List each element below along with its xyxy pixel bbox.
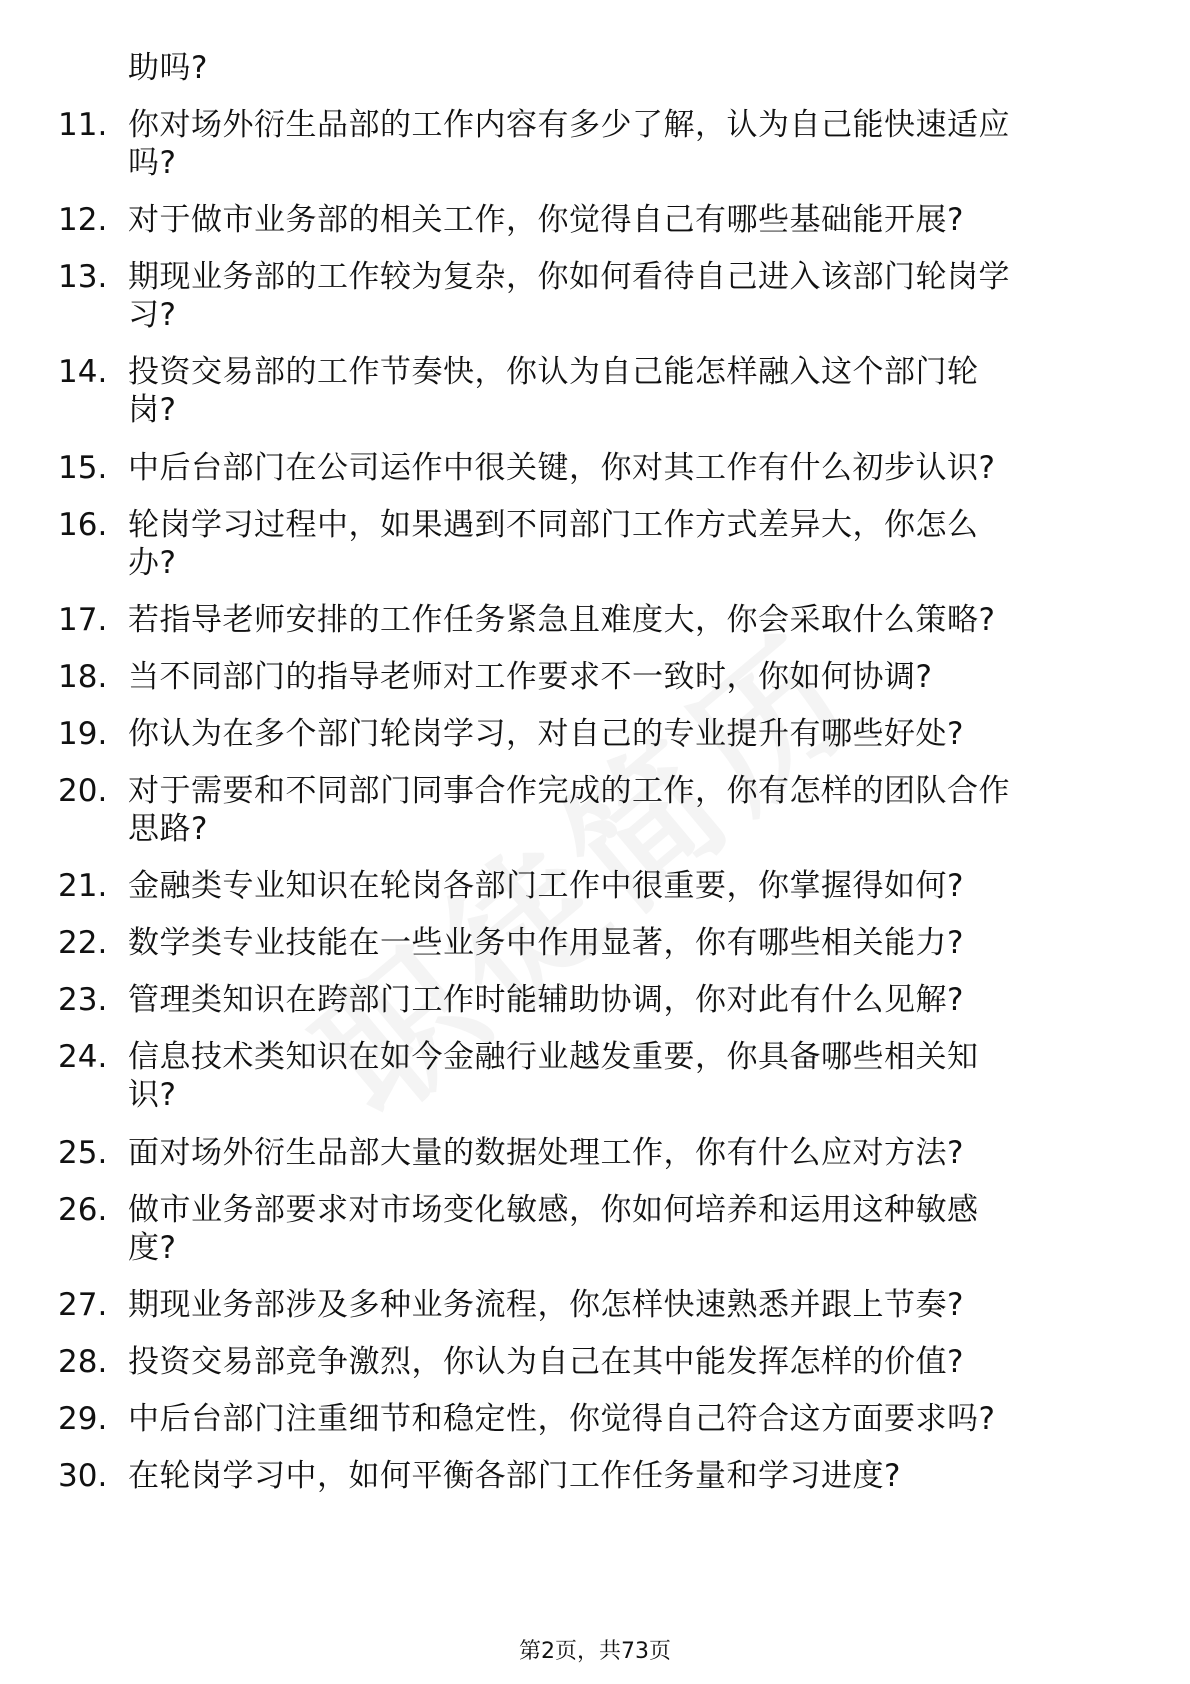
question-number: 15.	[58, 450, 108, 486]
question-number: 19.	[58, 716, 108, 752]
question-text-cont: 思路?	[128, 811, 208, 847]
question-text: 金融类专业知识在轮岗各部门工作中很重要，你掌握得如何?	[128, 868, 964, 904]
page-footer: 第2页，共73页	[519, 1639, 671, 1664]
question-text: 数学类专业技能在一些业务中作用显著，你有哪些相关能力?	[128, 925, 964, 961]
question-text: 对于需要和不同部门同事合作完成的工作，你有怎样的团队合作	[128, 773, 1010, 809]
question-number: 17.	[58, 602, 108, 638]
question-text-cont: 办?	[128, 545, 177, 581]
question-text-cont: 岗?	[128, 392, 177, 428]
question-text: 面对场外衍生品部大量的数据处理工作，你有什么应对方法?	[128, 1135, 964, 1171]
question-text: 期现业务部的工作较为复杂，你如何看待自己进入该部门轮岗学	[128, 259, 1010, 295]
question-number: 20.	[58, 773, 108, 809]
question-number: 30.	[58, 1458, 108, 1494]
question-number: 29.	[58, 1401, 108, 1437]
question-number: 14.	[58, 354, 108, 390]
question-number: 27.	[58, 1287, 108, 1323]
question-text: 对于做市业务部的相关工作，你觉得自己有哪些基础能开展?	[128, 202, 964, 238]
question-text: 中后台部门在公司运作中很关键，你对其工作有什么初步认识?	[128, 450, 996, 486]
continuation-line: 助吗?	[128, 50, 208, 86]
question-text: 投资交易部的工作节奏快，你认为自己能怎样融入这个部门轮	[128, 354, 979, 390]
question-text-cont: 习?	[128, 297, 177, 333]
question-number: 28.	[58, 1344, 108, 1380]
question-text: 期现业务部涉及多种业务流程，你怎样快速熟悉并跟上节奏?	[128, 1287, 964, 1323]
question-text: 中后台部门注重细节和稳定性，你觉得自己符合这方面要求吗?	[128, 1401, 996, 1437]
question-number: 21.	[58, 868, 108, 904]
question-text: 你认为在多个部门轮岗学习，对自己的专业提升有哪些好处?	[128, 716, 964, 752]
question-number: 26.	[58, 1192, 108, 1228]
question-text-cont: 吗?	[128, 145, 177, 181]
question-text: 投资交易部竞争激烈，你认为自己在其中能发挥怎样的价值?	[128, 1344, 964, 1380]
question-number: 23.	[58, 982, 108, 1018]
question-number: 11.	[58, 107, 108, 143]
question-number: 13.	[58, 259, 108, 295]
question-text-cont: 识?	[128, 1077, 177, 1113]
question-text: 管理类知识在跨部门工作时能辅助协调，你对此有什么见解?	[128, 982, 964, 1018]
question-text: 轮岗学习过程中，如果遇到不同部门工作方式差异大，你怎么	[128, 507, 979, 543]
question-text: 你对场外衍生品部的工作内容有多少了解，认为自己能快速适应	[128, 107, 1010, 143]
question-text: 在轮岗学习中，如何平衡各部门工作任务量和学习进度?	[128, 1458, 901, 1494]
question-text-cont: 度?	[128, 1230, 177, 1266]
question-text: 做市业务部要求对市场变化敏感，你如何培养和运用这种敏感	[128, 1192, 979, 1228]
question-number: 12.	[58, 202, 108, 238]
question-number: 25.	[58, 1135, 108, 1171]
question-text: 当不同部门的指导老师对工作要求不一致时，你如何协调?	[128, 659, 933, 695]
question-number: 16.	[58, 507, 108, 543]
question-number: 24.	[58, 1039, 108, 1075]
question-text: 信息技术类知识在如今金融行业越发重要，你具备哪些相关知	[128, 1039, 979, 1075]
question-number: 18.	[58, 659, 108, 695]
question-text: 若指导老师安排的工作任务紧急且难度大，你会采取什么策略?	[128, 602, 996, 638]
question-number: 22.	[58, 925, 108, 961]
